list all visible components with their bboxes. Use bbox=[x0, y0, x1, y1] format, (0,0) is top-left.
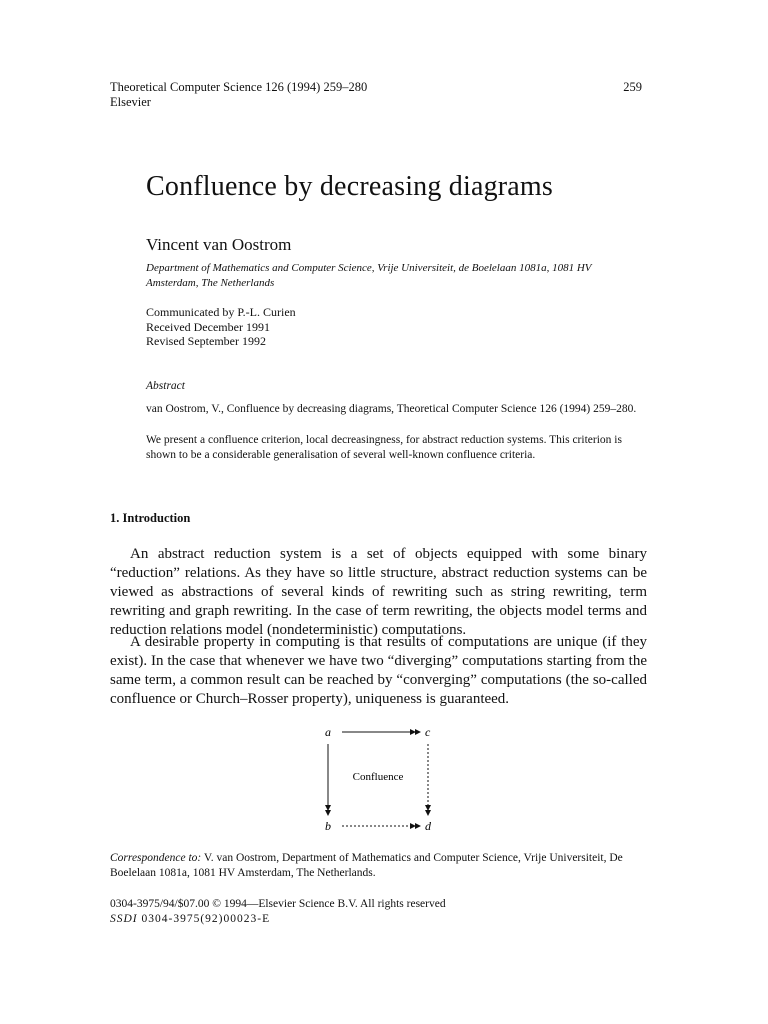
abstract-heading: Abstract bbox=[146, 380, 185, 392]
publisher-name: Elsevier bbox=[110, 95, 151, 109]
ssdi-label: SSDI bbox=[110, 913, 138, 925]
diagram-label: Confluence bbox=[352, 771, 404, 783]
intro-paragraph-2-text: A desirable property in computing is that results of computations are unique (if they exist). In the case that whenever we have two “diverging” computations starting from the same term, a common result can be reached by “converging” computations (the so-called confluence or Church–Rosser property), uniqueness is guaranteed. bbox=[110, 634, 647, 707]
intro-paragraph-2 bbox=[110, 633, 647, 709]
ssdi-code: 0304-3975(92)00023-E bbox=[137, 913, 271, 925]
abstract-citation: van Oostrom, V., Confluence by decreasing diagrams, Theoretical Computer Science 126 (1994) 259–280. bbox=[146, 403, 637, 415]
arrow-c-to-d bbox=[425, 744, 431, 816]
revised-date: Revised September 1992 bbox=[146, 334, 266, 348]
paper-title: Confluence by decreasing diagrams bbox=[146, 171, 554, 202]
arrow-b-to-d bbox=[342, 823, 421, 829]
arrow-a-to-b bbox=[325, 744, 331, 816]
ssdi-line bbox=[110, 912, 270, 927]
correspondence-text: V. van Oostrom, Department of Mathematics and Computer Science, Vrije Universiteit, De Boelelaan 1081a, 1081 HV Amsterdam, The Netherlands. bbox=[110, 852, 623, 879]
editorial-info bbox=[146, 305, 296, 349]
copyright-line: 0304-3975/94/$07.00 © 1994—Elsevier Science B.V. All rights reserved bbox=[110, 898, 446, 910]
node-d: d bbox=[425, 819, 431, 833]
arrow-a-to-c bbox=[342, 729, 421, 735]
communicated-by: Communicated by P.-L. Curien bbox=[146, 305, 296, 319]
intro-paragraph-1 bbox=[110, 545, 647, 640]
correspondence-label: Correspondence to: bbox=[110, 852, 202, 864]
correspondence-note bbox=[110, 851, 650, 881]
node-a: a bbox=[325, 725, 331, 739]
node-c: c bbox=[425, 725, 431, 739]
page-number: 259 bbox=[623, 80, 642, 94]
node-b: b bbox=[325, 819, 331, 833]
intro-paragraph-1-text: An abstract reduction system is a set of objects equipped with some binary “reduction” relations. As they have so little structure, abstract reduction systems can be viewed as abstractions of several kinds of rewriting such as string rewriting, term rewriting and graph rewriting. In the case of term rewriting, the objects model terms and reduction relations model (nondeterministic) computations. bbox=[110, 546, 647, 638]
journal-header bbox=[110, 80, 367, 110]
author-affiliation: Department of Mathematics and Computer Science, Vrije Universiteit, de Boelelaan 1081a, 1081 HV Amsterdam, The Netherlands bbox=[146, 262, 592, 289]
author-name: Vincent van Oostrom bbox=[146, 235, 292, 254]
confluence-diagram bbox=[310, 722, 450, 837]
journal-citation: Theoretical Computer Science 126 (1994) 259–280 bbox=[110, 80, 368, 94]
section-heading: 1. Introduction bbox=[110, 511, 191, 525]
abstract-body: We present a confluence criterion, local decreasingness, for abstract reduction systems. This criterion is shown to be a considerable generalisation of several well-known confluence criteria. bbox=[146, 434, 622, 461]
received-date: Received December 1991 bbox=[146, 319, 270, 334]
